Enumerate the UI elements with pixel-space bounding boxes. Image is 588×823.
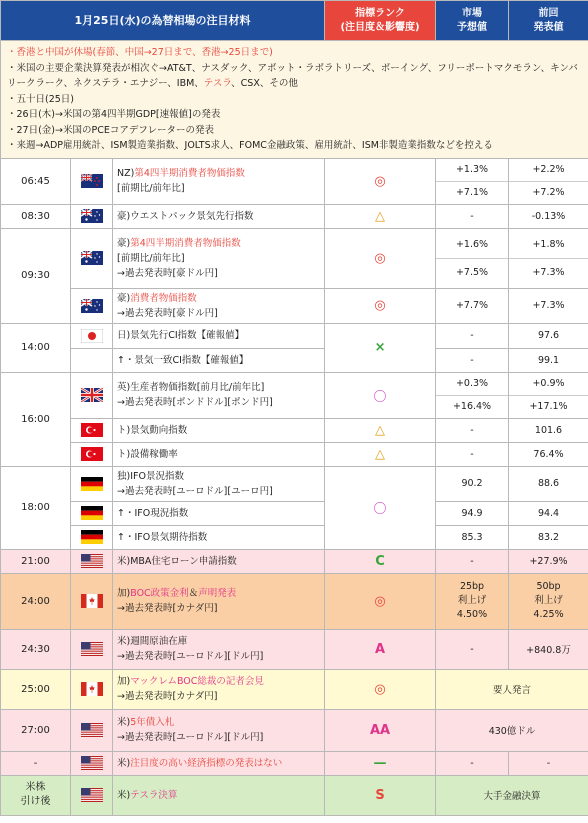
indicator-name: 第4四半期消費者物価指数	[130, 237, 241, 249]
rank-triangle-icon: △	[325, 204, 436, 228]
time-line: 米株	[25, 782, 46, 793]
forecast-cell: -	[436, 348, 509, 372]
indicator-name: テスラ決算	[130, 789, 178, 801]
previous-cell: +27.9%	[509, 549, 588, 573]
page-title: 1月25日(水)の為替相場の注目材料	[1, 1, 325, 41]
previous-cell: 88.6	[509, 466, 588, 501]
rank-triangle-icon: △	[325, 418, 436, 442]
indicator-sub: →過去発表時[豪ドル円]	[117, 307, 218, 319]
indicator-name: マックレムBOC総裁の記者会見	[130, 676, 264, 687]
indicator-prefix: 豪)	[117, 292, 131, 304]
indicator-name: 英)生産者物価指数[前月比/前年比]	[117, 382, 265, 393]
indicator-name: 注目度の高い経済指標の発表はない	[130, 757, 283, 769]
table-row	[1, 323, 588, 348]
previous-value: 利上げ	[534, 595, 563, 606]
us-flag-icon	[71, 549, 113, 573]
rank-circle-icon: 〇	[325, 372, 436, 418]
previous-cell: 94.4	[509, 501, 588, 525]
au-flag-icon	[71, 228, 113, 288]
forecast-cell: -	[436, 204, 509, 228]
notes-row	[1, 41, 588, 159]
indicator-cell	[113, 158, 325, 204]
previous-cell: +7.3%	[509, 288, 588, 323]
indicator-prefix: 米)	[117, 717, 131, 728]
merged-value-cell: 大手金融決算	[436, 775, 588, 815]
indicator-prefix: 米)	[117, 789, 131, 801]
rank-a-icon: A	[325, 629, 436, 669]
ca-flag-icon	[71, 669, 113, 709]
time-cell: 08:30	[1, 204, 71, 228]
rank-triangle-icon: △	[325, 442, 436, 466]
time-cell: 24:30	[1, 629, 71, 669]
previous-cell: 83.2	[509, 525, 588, 549]
forecast-value: +1.3%	[436, 159, 508, 182]
notes-box	[1, 41, 588, 159]
indicator-prefix: 米)	[117, 757, 131, 769]
tr-flag-icon	[71, 442, 113, 466]
forecast-cell: -	[436, 751, 509, 775]
rank-double-circle-icon: ◎	[325, 288, 436, 323]
table-row	[1, 525, 588, 549]
note-text: ・米国の主要企業決算発表が相次ぐ→AT&T、ナスダック、アボット・ラボラトリーズ、ボーイング、フリーポートマクモラン、キンバリークラーク、ネクステラ・エナジー、IBM、	[7, 62, 578, 89]
au-flag-icon	[71, 204, 113, 228]
forecast-value: +1.6%	[436, 231, 508, 259]
time-cell: -	[1, 751, 71, 775]
forecast-header-line1: 市場	[462, 7, 483, 19]
previous-value: +2.2%	[509, 159, 588, 182]
indicator-cell: 日)景気先行CI指数【確報値】	[113, 323, 325, 348]
indicator-prefix: NZ)	[117, 168, 135, 179]
previous-value: 50bp	[536, 581, 561, 592]
rank-s-icon: S	[325, 775, 436, 815]
table-row	[1, 775, 588, 815]
indicator-cell	[113, 669, 325, 709]
indicator-cell: ト)設備稼働率	[113, 442, 325, 466]
forecast-cell: -	[436, 442, 509, 466]
indicator-cell	[113, 629, 325, 669]
table-row	[1, 372, 588, 418]
rank-header-line1: 指標ランク	[355, 7, 405, 19]
time-cell: 14:00	[1, 323, 71, 372]
rank-double-circle-icon: ◎	[325, 669, 436, 709]
previous-cell	[509, 228, 588, 288]
previous-cell	[509, 158, 588, 204]
previous-value: +7.3%	[532, 266, 565, 278]
indicator-cell: ↑・IFO景気期待指数	[113, 525, 325, 549]
time-cell: 21:00	[1, 549, 71, 573]
table-row	[1, 573, 588, 629]
previous-cell: 97.6	[509, 323, 588, 348]
indicator-sub: [前期比/前年比]	[117, 183, 185, 194]
previous-cell: 99.1	[509, 348, 588, 372]
table-row	[1, 629, 588, 669]
rank-c-icon: C	[325, 549, 436, 573]
note-line: ・五十日(25日)	[7, 93, 75, 105]
time-cell: 06:45	[1, 158, 71, 204]
indicator-cell	[113, 466, 325, 501]
indicator-name: 米)週間原油在庫	[117, 636, 188, 647]
note-line: ・香港と中国が休場(春節、中国→27日まで、香港→25日まで)	[7, 47, 273, 58]
previous-cell: -	[509, 751, 588, 775]
forecast-header-line2: 予想値	[457, 21, 488, 33]
note-line: ・27日(金)→米国のPCEコアデフレーターの発表	[7, 124, 214, 136]
note-line	[7, 61, 582, 92]
rank-dash-icon: —	[325, 751, 436, 775]
indicator-name: 声明発表	[198, 588, 237, 599]
indicator-sub: →過去発表時[カナダ円]	[117, 691, 218, 702]
forecast-header	[436, 1, 509, 41]
indicator-prefix: 豪)	[117, 237, 131, 249]
forecast-value: +16.4%	[452, 400, 492, 412]
indicator-prefix: 加)	[117, 588, 131, 599]
forecast-cell: 90.2	[436, 466, 509, 501]
rank-double-circle-icon: ◎	[325, 158, 436, 204]
forecast-cell: 85.3	[436, 525, 509, 549]
time-line: 引け後	[20, 796, 51, 807]
table-row	[1, 709, 588, 751]
table-row	[1, 348, 588, 372]
indicator-prefix: 加)	[117, 676, 131, 687]
ca-flag-icon	[71, 573, 113, 629]
previous-header-line2: 発表値	[533, 21, 564, 33]
de-flag-icon	[71, 525, 113, 549]
time-cell	[1, 775, 71, 815]
forecast-value: 利上げ	[457, 595, 487, 606]
forecast-cell: -	[436, 418, 509, 442]
empty-flag-cell	[71, 348, 113, 372]
merged-value-cell: 430億ドル	[436, 709, 588, 751]
forecast-cell: -	[436, 549, 509, 573]
indicator-name: 5年債入札	[130, 717, 175, 728]
time-cell: 16:00	[1, 372, 71, 466]
indicator-cell	[113, 751, 325, 775]
indicator-sub: →過去発表時[豪ドル円]	[117, 267, 218, 279]
indicator-sub: →過去発表時[ユーロドル][ドル円]	[117, 651, 264, 662]
table-row	[1, 751, 588, 775]
de-flag-icon	[71, 466, 113, 501]
de-flag-icon	[71, 501, 113, 525]
forecast-value: 25bp	[459, 581, 485, 592]
previous-header-line1: 前回	[538, 7, 559, 19]
rank-circle-icon: 〇	[325, 466, 436, 549]
previous-value: +0.9%	[509, 373, 588, 396]
previous-cell: 101.6	[509, 418, 588, 442]
indicator-cell: 米)MBA住宅ローン申請指数	[113, 549, 325, 573]
indicator-cell	[113, 288, 325, 323]
indicator-sub: →過去発表時[カナダ円]	[117, 603, 218, 614]
forecast-value: +7.5%	[455, 266, 489, 278]
table-row	[1, 669, 588, 709]
previous-value: +7.2%	[532, 186, 565, 198]
previous-value: +17.1%	[529, 400, 568, 412]
forecast-value: 4.50%	[456, 609, 488, 620]
indicator-name: 独)IFO景況指数	[117, 470, 184, 482]
us-flag-icon	[71, 629, 113, 669]
indicator-name: 消費者物価指数	[130, 292, 197, 304]
note-highlight: テスラ	[203, 78, 232, 89]
forecast-cell: -	[436, 323, 509, 348]
forecast-cell: +7.7%	[436, 288, 509, 323]
indicator-cell: ↑・IFO現況指数	[113, 501, 325, 525]
note-text: 、CSX、その他	[231, 78, 298, 89]
previous-cell	[509, 372, 588, 418]
us-flag-icon	[71, 751, 113, 775]
indicator-joiner: ＆	[188, 588, 199, 599]
table-row	[1, 549, 588, 573]
rank-header-line2: (注目度＆影響度)	[340, 21, 420, 33]
indicator-cell	[113, 573, 325, 629]
forecast-cell: -	[436, 629, 509, 669]
tr-flag-icon	[71, 418, 113, 442]
nz-flag-icon	[71, 158, 113, 204]
table-row	[1, 288, 588, 323]
au-flag-icon	[71, 288, 113, 323]
table-row	[1, 228, 588, 288]
previous-value: 4.25%	[533, 609, 564, 620]
indicator-cell	[113, 775, 325, 815]
uk-flag-icon	[71, 372, 113, 418]
table-row	[1, 418, 588, 442]
indicator-cell: ト)景気動向指数	[113, 418, 325, 442]
indicator-name: BOC政策金利	[130, 588, 189, 599]
forecast-cell	[436, 158, 509, 204]
indicator-sub: →過去発表時[ユーロドル][ユーロ円]	[117, 485, 273, 497]
table-row	[1, 501, 588, 525]
indicator-cell	[113, 372, 325, 418]
indicator-cell: ↑・景気一致CI指数【確報値】	[113, 348, 325, 372]
indicator-cell: 豪)ウエストパック景気先行指数	[113, 204, 325, 228]
rank-cross-icon: ×	[325, 323, 436, 372]
previous-value: +1.8%	[509, 231, 588, 259]
table-row	[1, 204, 588, 228]
rank-header	[325, 1, 436, 41]
indicator-sub: →過去発表時[ポンドドル][ポンド円]	[117, 397, 273, 408]
rank-double-circle-icon: ◎	[325, 228, 436, 288]
time-cell: 09:30	[1, 228, 71, 323]
indicator-sub: →過去発表時[ユーロドル][ドル円]	[117, 732, 264, 743]
indicator-cell	[113, 709, 325, 751]
jp-flag-icon	[71, 323, 113, 348]
forecast-cell	[436, 573, 509, 629]
table-row	[1, 442, 588, 466]
time-cell: 24:00	[1, 573, 71, 629]
note-line: ・26日(木)→米国の第4四半期GDP[速報値]の発表	[7, 109, 221, 120]
previous-header	[509, 1, 588, 41]
indicator-cell	[113, 228, 325, 288]
previous-cell: +840.8万	[509, 629, 588, 669]
rank-double-circle-icon: ◎	[325, 573, 436, 629]
merged-value-cell: 要人発言	[436, 669, 588, 709]
forecast-cell	[436, 228, 509, 288]
previous-cell: 76.4%	[509, 442, 588, 466]
table-header-row	[1, 1, 588, 41]
previous-cell: -0.13%	[509, 204, 588, 228]
indicator-sub: [前期比/前年比]	[117, 252, 185, 264]
indicator-name: 第4四半期消費者物価指数	[134, 168, 245, 179]
time-cell: 25:00	[1, 669, 71, 709]
previous-cell	[509, 573, 588, 629]
us-flag-icon	[71, 709, 113, 751]
table-row	[1, 158, 588, 204]
table-row	[1, 466, 588, 501]
note-line: ・来週→ADP雇用統計、ISM製造業指数、JOLTS求人、FOMC金融政策、雇用統計、ISM非製造業指数などを控える	[7, 140, 493, 151]
forecast-value: +7.1%	[455, 186, 489, 198]
forecast-cell: 94.9	[436, 501, 509, 525]
rank-aa-icon: AA	[325, 709, 436, 751]
time-cell: 18:00	[1, 466, 71, 549]
forecast-cell	[436, 372, 509, 418]
us-flag-icon	[71, 775, 113, 815]
forecast-value: +0.3%	[436, 373, 508, 396]
time-cell: 27:00	[1, 709, 71, 751]
